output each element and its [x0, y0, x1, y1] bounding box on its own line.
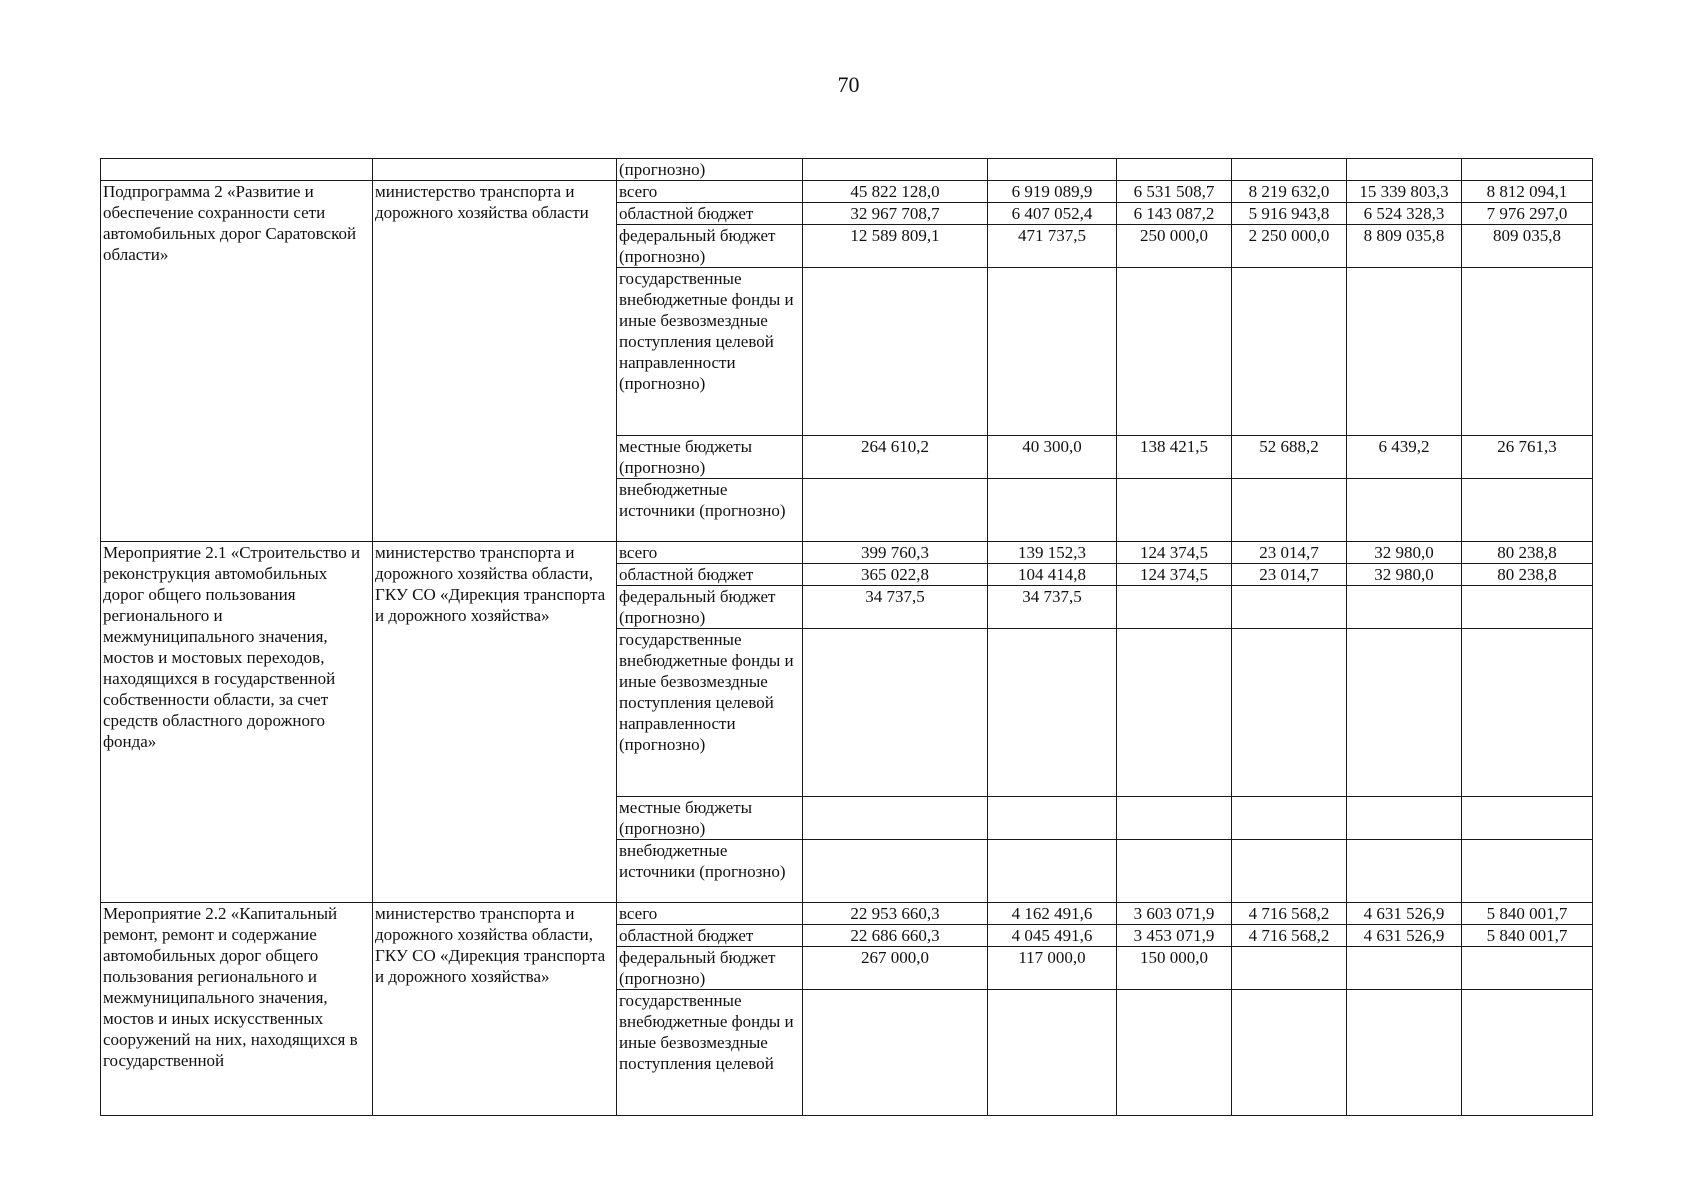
- total-value-cell: 365 022,8: [803, 564, 988, 586]
- value-cell: [1347, 159, 1462, 181]
- year-value-cell: 32 980,0: [1347, 542, 1462, 564]
- total-value-cell: 264 610,2: [803, 436, 988, 479]
- funding-source-cell: государственные внебюджетные фонды и иные безвозмездные поступления целевой направленности (прогнозно): [617, 629, 803, 797]
- year-value-cell: [1117, 797, 1232, 840]
- year-value-cell: 80 238,8: [1462, 542, 1593, 564]
- year-value-cell: 117 000,0: [988, 947, 1117, 990]
- funding-source-cell: всего: [617, 542, 803, 564]
- executor-cell: министерство транспорта и дорожного хозяйства области, ГКУ СО «Дирекция транспорта и дорожного хозяйства»: [373, 542, 617, 903]
- year-value-cell: 138 421,5: [1117, 436, 1232, 479]
- name-cell: [101, 159, 373, 181]
- table-row: [101, 903, 1593, 925]
- year-value-cell: [1347, 629, 1462, 797]
- year-value-cell: [1347, 840, 1462, 903]
- year-value-cell: 5 840 001,7: [1462, 903, 1593, 925]
- funding-source-cell: всего: [617, 181, 803, 203]
- funding-source-cell: государственные внебюджетные фонды и иные безвозмездные поступления целевой направленности (прогнозно): [617, 268, 803, 436]
- year-value-cell: 809 035,8: [1462, 225, 1593, 268]
- total-value-cell: [803, 840, 988, 903]
- funding-source-cell: областной бюджет: [617, 925, 803, 947]
- year-value-cell: [1232, 629, 1347, 797]
- year-value-cell: [1117, 479, 1232, 542]
- year-value-cell: 8 809 035,8: [1347, 225, 1462, 268]
- funding-source-cell: внебюджетные источники (прогнозно): [617, 479, 803, 542]
- total-value-cell: [803, 268, 988, 436]
- total-value-cell: 22 953 660,3: [803, 903, 988, 925]
- section-name-cell: Мероприятие 2.2 «Капитальный ремонт, ремонт и содержание автомобильных дорог общего пользования регионального и межмуниципального значения, мостов и иных искусственных сооружений на них, находящихся в государственной: [101, 903, 373, 1116]
- year-value-cell: [1462, 947, 1593, 990]
- year-value-cell: 139 152,3: [988, 542, 1117, 564]
- year-value-cell: 124 374,5: [1117, 542, 1232, 564]
- total-value-cell: 12 589 809,1: [803, 225, 988, 268]
- year-value-cell: 3 603 071,9: [1117, 903, 1232, 925]
- total-value-cell: [803, 629, 988, 797]
- year-value-cell: [1462, 268, 1593, 436]
- year-value-cell: [1232, 479, 1347, 542]
- year-value-cell: 23 014,7: [1232, 542, 1347, 564]
- value-cell: [1462, 159, 1593, 181]
- year-value-cell: [1347, 268, 1462, 436]
- year-value-cell: 8 812 094,1: [1462, 181, 1593, 203]
- year-value-cell: 5 916 943,8: [1232, 203, 1347, 225]
- value-cell: [1232, 159, 1347, 181]
- year-value-cell: [1232, 586, 1347, 629]
- year-value-cell: [1347, 479, 1462, 542]
- year-value-cell: [1347, 586, 1462, 629]
- funding-source-cell: государственные внебюджетные фонды и иные безвозмездные поступления целевой: [617, 990, 803, 1116]
- year-value-cell: 8 219 632,0: [1232, 181, 1347, 203]
- funding-source-cell: внебюджетные источники (прогнозно): [617, 840, 803, 903]
- year-value-cell: [1462, 479, 1593, 542]
- year-value-cell: 32 980,0: [1347, 564, 1462, 586]
- year-value-cell: [1232, 268, 1347, 436]
- year-value-cell: 52 688,2: [1232, 436, 1347, 479]
- total-value-cell: [803, 797, 988, 840]
- value-cell: [1117, 159, 1232, 181]
- year-value-cell: 104 414,8: [988, 564, 1117, 586]
- table-body: [101, 159, 1593, 1116]
- year-value-cell: 6 439,2: [1347, 436, 1462, 479]
- year-value-cell: [1117, 990, 1232, 1116]
- year-value-cell: 4 162 491,6: [988, 903, 1117, 925]
- year-value-cell: [988, 629, 1117, 797]
- year-value-cell: 4 716 568,2: [1232, 903, 1347, 925]
- year-value-cell: 4 631 526,9: [1347, 925, 1462, 947]
- total-value-cell: 32 967 708,7: [803, 203, 988, 225]
- section-name-cell: Мероприятие 2.1 «Строительство и реконструкция автомобильных дорог общего пользования регионального и межмуниципального значения, мостов и мостовых переходов, находящихся в государственной собственности области, за счет средств областного дорожного фонда»: [101, 542, 373, 903]
- year-value-cell: 6 531 508,7: [1117, 181, 1232, 203]
- funding-source-cell: областной бюджет: [617, 203, 803, 225]
- year-value-cell: [1347, 990, 1462, 1116]
- year-value-cell: 4 716 568,2: [1232, 925, 1347, 947]
- year-value-cell: [1232, 990, 1347, 1116]
- year-value-cell: [1462, 990, 1593, 1116]
- year-value-cell: 80 238,8: [1462, 564, 1593, 586]
- section-name-cell: Подпрограмма 2 «Развитие и обеспечение сохранности сети автомобильных дорог Саратовской области»: [101, 181, 373, 542]
- source-cell: (прогнозно): [617, 159, 803, 181]
- total-value-cell: [803, 479, 988, 542]
- executor-cell: министерство транспорта и дорожного хозяйства области, ГКУ СО «Дирекция транспорта и дорожного хозяйства»: [373, 903, 617, 1116]
- funding-source-cell: федеральный бюджет (прогнозно): [617, 225, 803, 268]
- year-value-cell: 26 761,3: [1462, 436, 1593, 479]
- year-value-cell: 471 737,5: [988, 225, 1117, 268]
- funding-source-cell: федеральный бюджет (прогнозно): [617, 947, 803, 990]
- funding-source-cell: всего: [617, 903, 803, 925]
- table-row: [101, 159, 1593, 181]
- year-value-cell: 5 840 001,7: [1462, 925, 1593, 947]
- funding-source-cell: местные бюджеты (прогнозно): [617, 797, 803, 840]
- year-value-cell: [988, 840, 1117, 903]
- total-value-cell: 399 760,3: [803, 542, 988, 564]
- table-row: [101, 542, 1593, 564]
- year-value-cell: 6 524 328,3: [1347, 203, 1462, 225]
- budget-table: [100, 158, 1593, 1116]
- year-value-cell: 34 737,5: [988, 586, 1117, 629]
- year-value-cell: 150 000,0: [1117, 947, 1232, 990]
- year-value-cell: [988, 797, 1117, 840]
- executor-cell: [373, 159, 617, 181]
- executor-cell: министерство транспорта и дорожного хозяйства области: [373, 181, 617, 542]
- total-value-cell: 22 686 660,3: [803, 925, 988, 947]
- funding-source-cell: местные бюджеты (прогнозно): [617, 436, 803, 479]
- year-value-cell: 7 976 297,0: [1462, 203, 1593, 225]
- year-value-cell: [988, 479, 1117, 542]
- year-value-cell: [988, 990, 1117, 1116]
- funding-source-cell: областной бюджет: [617, 564, 803, 586]
- value-cell: [803, 159, 988, 181]
- year-value-cell: [1232, 840, 1347, 903]
- year-value-cell: [1462, 629, 1593, 797]
- year-value-cell: 6 407 052,4: [988, 203, 1117, 225]
- year-value-cell: 6 919 089,9: [988, 181, 1117, 203]
- year-value-cell: 4 631 526,9: [1347, 903, 1462, 925]
- year-value-cell: [988, 268, 1117, 436]
- year-value-cell: 23 014,7: [1232, 564, 1347, 586]
- year-value-cell: 124 374,5: [1117, 564, 1232, 586]
- year-value-cell: [1462, 586, 1593, 629]
- year-value-cell: [1117, 586, 1232, 629]
- table-row: [101, 181, 1593, 203]
- year-value-cell: [1232, 947, 1347, 990]
- year-value-cell: [1462, 797, 1593, 840]
- funding-source-cell: федеральный бюджет (прогнозно): [617, 586, 803, 629]
- total-value-cell: [803, 990, 988, 1116]
- year-value-cell: 15 339 803,3: [1347, 181, 1462, 203]
- year-value-cell: 4 045 491,6: [988, 925, 1117, 947]
- year-value-cell: [1347, 947, 1462, 990]
- year-value-cell: [1462, 840, 1593, 903]
- year-value-cell: [1347, 797, 1462, 840]
- year-value-cell: 3 453 071,9: [1117, 925, 1232, 947]
- year-value-cell: 40 300,0: [988, 436, 1117, 479]
- year-value-cell: [1117, 840, 1232, 903]
- year-value-cell: 6 143 087,2: [1117, 203, 1232, 225]
- year-value-cell: 2 250 000,0: [1232, 225, 1347, 268]
- year-value-cell: [1232, 797, 1347, 840]
- page-number: 70: [837, 72, 860, 97]
- year-value-cell: [1117, 268, 1232, 436]
- total-value-cell: 34 737,5: [803, 586, 988, 629]
- year-value-cell: [1117, 629, 1232, 797]
- total-value-cell: 267 000,0: [803, 947, 988, 990]
- year-value-cell: 250 000,0: [1117, 225, 1232, 268]
- total-value-cell: 45 822 128,0: [803, 181, 988, 203]
- value-cell: [988, 159, 1117, 181]
